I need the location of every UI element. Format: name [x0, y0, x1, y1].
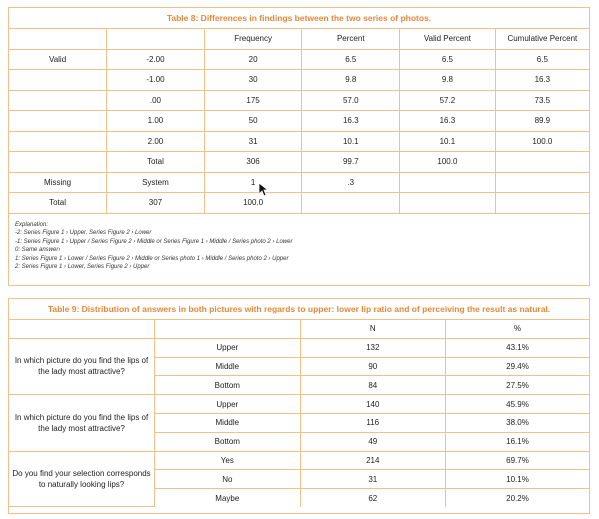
table-row-missing [9, 172, 589, 193]
table-8-title: Table 8: Differences in findings between the two series of photos. [9, 8, 589, 29]
group-label-valid: Valid [9, 49, 107, 70]
cell-frequency: 20 [204, 49, 302, 70]
table-8 [8, 7, 590, 286]
total-label: Total [9, 193, 107, 214]
header-blank [107, 29, 205, 49]
mouse-cursor-icon [258, 182, 270, 198]
table-row [9, 70, 589, 91]
percent-cell: 20.2% [445, 489, 589, 507]
percent-cell: 69.7% [445, 451, 589, 470]
table-9-grid [9, 320, 589, 507]
cell-valid-percent: 9.8 [400, 70, 496, 91]
row-label: .00 [107, 90, 205, 111]
header-percent: % [445, 320, 589, 338]
percent-cell: 27.5% [445, 376, 589, 395]
cell-empty [495, 172, 589, 193]
explanation-line: -1: Series Figure 1 › Upper / Series Figure 2 › Middle or Series Figure 1 › Middle / Series photo 2 › Lower [15, 238, 293, 245]
table-row [9, 111, 589, 132]
n-cell: 116 [300, 413, 445, 432]
n-cell: 31 [300, 470, 445, 489]
row-label: -1.00 [107, 70, 205, 91]
table-8-header-row [9, 29, 589, 49]
table-row [9, 90, 589, 111]
question-cell: In which picture do you find the lips of the lady most attractive? [9, 338, 155, 394]
explanation-line: 2: Series Figure 1 › Lower, Series Figure 2 › Upper [15, 264, 150, 270]
cell-percent: 9.8 [302, 70, 400, 91]
cell-empty [495, 193, 589, 214]
row-label: Total [107, 152, 205, 173]
cell-frequency: 306 [204, 152, 302, 173]
table-row [9, 49, 589, 70]
answer-cell: Middle [155, 357, 300, 376]
group-spacer [9, 131, 107, 152]
percent-cell: 29.4% [445, 357, 589, 376]
table-8-grid [9, 29, 589, 214]
cell-frequency: 50 [204, 111, 302, 132]
cell-percent: 57.0 [302, 90, 400, 111]
cell-percent: .3 [302, 172, 400, 193]
explanation-line: 0: Same answer› [15, 247, 61, 253]
answer-cell: No [155, 470, 300, 489]
group-spacer [9, 90, 107, 111]
cell-frequency: 175 [204, 90, 302, 111]
group-label-missing: Missing [9, 172, 107, 193]
answer-cell: Middle [155, 413, 300, 432]
table-row [9, 338, 589, 357]
cell-cumulative-percent: 73.5 [495, 90, 589, 111]
header-valid-percent: Valid Percent [400, 29, 496, 49]
table-row [9, 152, 589, 173]
answer-cell: Yes [155, 451, 300, 470]
row-label: 2.00 [107, 131, 205, 152]
cell-valid-percent: 57.2 [400, 90, 496, 111]
n-cell: 214 [300, 451, 445, 470]
cell-frequency: 1 [204, 172, 302, 193]
cell-valid-percent: 16.3 [400, 111, 496, 132]
table-row-total [9, 193, 589, 214]
cell-frequency: 31 [204, 131, 302, 152]
answer-cell: Bottom [155, 376, 300, 395]
header-cumulative-percent: Cumulative Percent [495, 29, 589, 49]
n-cell: 132 [300, 338, 445, 357]
cell-cumulative-percent [495, 152, 589, 173]
cell-cumulative-percent: 16.3 [495, 70, 589, 91]
n-cell: 62 [300, 489, 445, 507]
answer-cell: Bottom [155, 432, 300, 451]
answer-cell: Upper [155, 338, 300, 357]
cell-valid-percent: 10.1 [400, 131, 496, 152]
answer-cell: Maybe [155, 489, 300, 507]
header-n: N [300, 320, 445, 338]
explanation-line: 1: Series Figure 1 › Lower / Series Figure 2 › Middle or Series photo 1 › Middle / Series photo 2 › Upper [15, 255, 289, 262]
group-spacer [9, 70, 107, 91]
cell-valid-percent: 100.0 [400, 152, 496, 173]
percent-cell: 10.1% [445, 470, 589, 489]
group-spacer [9, 152, 107, 173]
n-cell: 90 [300, 357, 445, 376]
cell-empty [400, 172, 496, 193]
table-9-title: Table 9: Distribution of answers in both pictures with regards to upper: lower lip ratio and of perceiving the result as natural. [9, 299, 589, 320]
cell-percent: 16.3 [302, 111, 400, 132]
cell-percent: 99.7 [302, 152, 400, 173]
percent-cell: 45.9% [445, 395, 589, 414]
cell-frequency: 30 [204, 70, 302, 91]
row-label: System [107, 172, 205, 193]
cell-percent: 10.1 [302, 131, 400, 152]
row-label: 1.00 [107, 111, 205, 132]
n-cell: 84 [300, 376, 445, 395]
header-blank [155, 320, 300, 338]
table-8-explanation [9, 214, 589, 272]
cell-empty [400, 193, 496, 214]
answer-cell: Upper [155, 395, 300, 414]
table-row [9, 451, 589, 470]
cell-frequency: 307 [107, 193, 205, 214]
percent-cell: 43.1% [445, 338, 589, 357]
header-blank [9, 320, 155, 338]
cell-valid-percent: 6.5 [400, 49, 496, 70]
header-frequency: Frequency [204, 29, 302, 49]
cell-percent: 6.5 [302, 49, 400, 70]
cell-cumulative-percent: 100.0 [495, 131, 589, 152]
cell-cumulative-percent: 6.5 [495, 49, 589, 70]
explanation-line: Explanation: [15, 221, 49, 228]
n-cell: 140 [300, 395, 445, 414]
cell-cumulative-percent: 89.9 [495, 111, 589, 132]
percent-cell: 16.1% [445, 432, 589, 451]
table-row [9, 395, 589, 414]
question-cell: Do you find your selection corresponds to naturally looking lips? [9, 451, 155, 507]
percent-cell: 38.0% [445, 413, 589, 432]
question-cell: In which picture do you find the lips of the lady most attractive? [9, 395, 155, 451]
explanation-line: -2: Series Figure 1 › Upper, Series Figure 2 › Lower [15, 230, 152, 236]
table-9 [8, 298, 590, 514]
row-label: -2.00 [107, 49, 205, 70]
cell-empty [302, 193, 400, 214]
table-9-header-row [9, 320, 589, 338]
table-row [9, 131, 589, 152]
header-percent: Percent [302, 29, 400, 49]
n-cell: 49 [300, 432, 445, 451]
cell-percent: 100.0 [204, 193, 302, 214]
header-blank [9, 29, 107, 49]
group-spacer [9, 111, 107, 132]
